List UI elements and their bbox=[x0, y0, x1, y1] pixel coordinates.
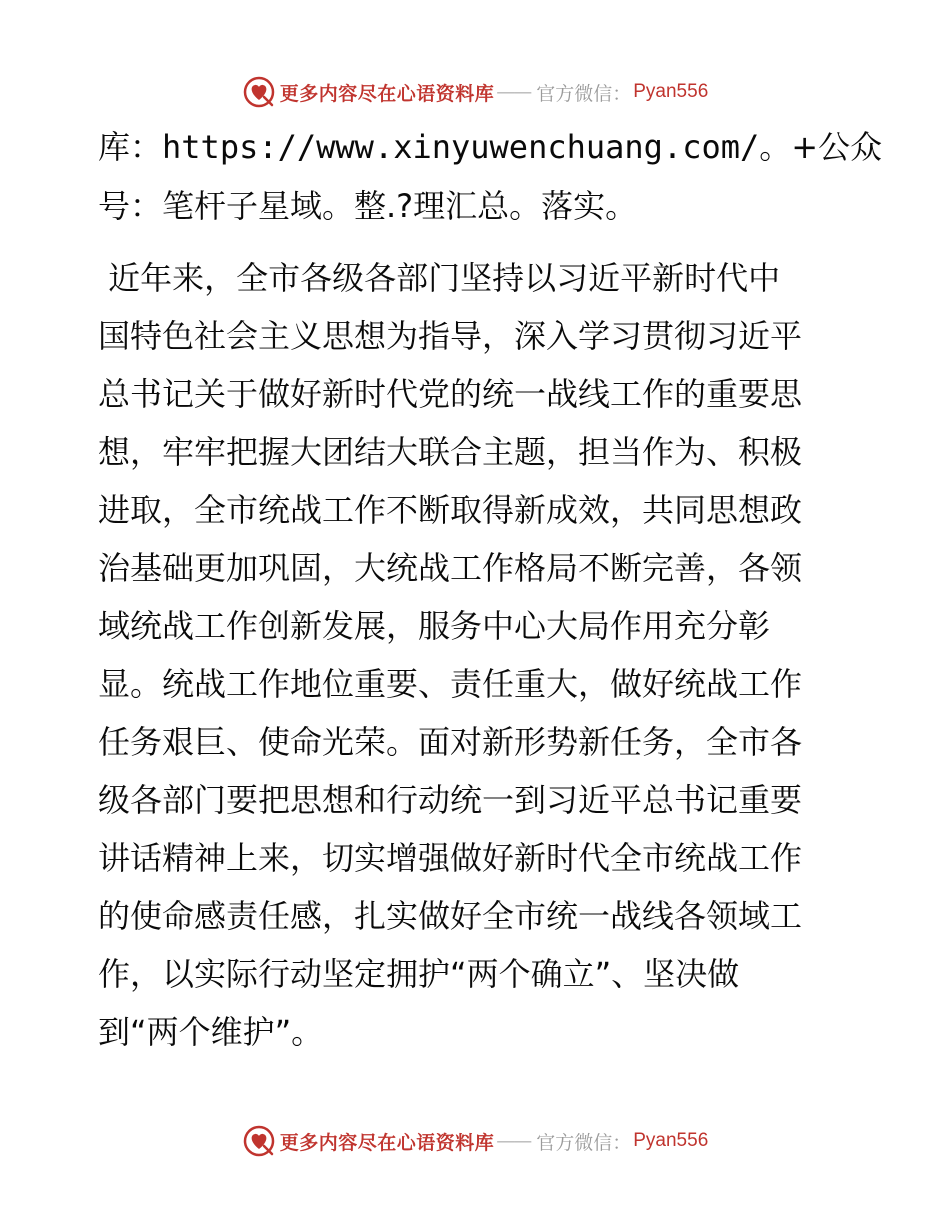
watermark-wechat-id: Pyan556 bbox=[633, 81, 709, 102]
watermark-separator: —— bbox=[496, 81, 531, 103]
paragraph-line: 作，以实际行动坚定拥护“两个确立”、坚决做 bbox=[98, 955, 740, 993]
watermark-wechat-label: 官方微信： bbox=[536, 1131, 632, 1154]
header-line-1 bbox=[98, 127, 882, 167]
paragraph-line: 治基础更加巩固，大统战工作格局不断完善，各领 bbox=[98, 549, 803, 587]
paragraph-line: 总书记关于做好新时代党的统一战线工作的重要思 bbox=[98, 375, 803, 413]
paragraph-line: 近年来，全市各级各部门坚持以习近平新时代中 bbox=[98, 259, 781, 297]
header-line-2: 号：笔杆子星域。整.?理汇总。落实。 bbox=[98, 187, 638, 225]
paragraph-line: 显。统战工作地位重要、责任重大，做好统战工作 bbox=[98, 665, 803, 703]
watermark-wechat-id: Pyan556 bbox=[633, 1130, 709, 1151]
watermark-brand-text: 更多内容尽在心语资料库 bbox=[279, 82, 495, 105]
watermark-banner-bottom bbox=[0, 1121, 950, 1161]
paragraph-line: 到“两个维护”。 bbox=[98, 1013, 324, 1051]
paragraph-line: 想，牢牢把握大团结大联合主题，担当作为、积极 bbox=[98, 433, 803, 471]
website-url: https://www.xinyuwenchuang.com/ bbox=[162, 128, 760, 166]
header-line-1-prefix: 库： bbox=[98, 128, 163, 166]
watermark-wechat-label: 官方微信： bbox=[536, 82, 632, 105]
paragraph-line: 国特色社会主义思想为指导，深入学习贯彻习近平 bbox=[98, 317, 803, 355]
heart-pen-logo-icon bbox=[242, 75, 276, 109]
paragraph-line: 的使命感责任感，扎实做好全市统一战线各领域工 bbox=[98, 897, 803, 935]
paragraph-line: 任务艰巨、使命光荣。面对新形势新任务，全市各 bbox=[98, 723, 803, 761]
paragraph-line: 级各部门要把思想和行动统一到习近平总书记重要 bbox=[98, 781, 803, 819]
watermark-brand-text: 更多内容尽在心语资料库 bbox=[279, 1131, 495, 1154]
paragraph-line: 讲话精神上来，切实增强做好新时代全市统战工作 bbox=[98, 839, 803, 877]
heart-pen-logo-icon bbox=[242, 1124, 276, 1158]
watermark-separator: —— bbox=[496, 1130, 531, 1152]
watermark-banner-top bbox=[0, 72, 950, 112]
paragraph-line: 域统战工作创新发展，服务中心大局作用充分彰 bbox=[98, 607, 771, 645]
paragraph-line: 进取，全市统战工作不断取得新成效，共同思想政 bbox=[98, 491, 803, 529]
header-line-1-suffix: 。+公众 bbox=[759, 128, 883, 166]
